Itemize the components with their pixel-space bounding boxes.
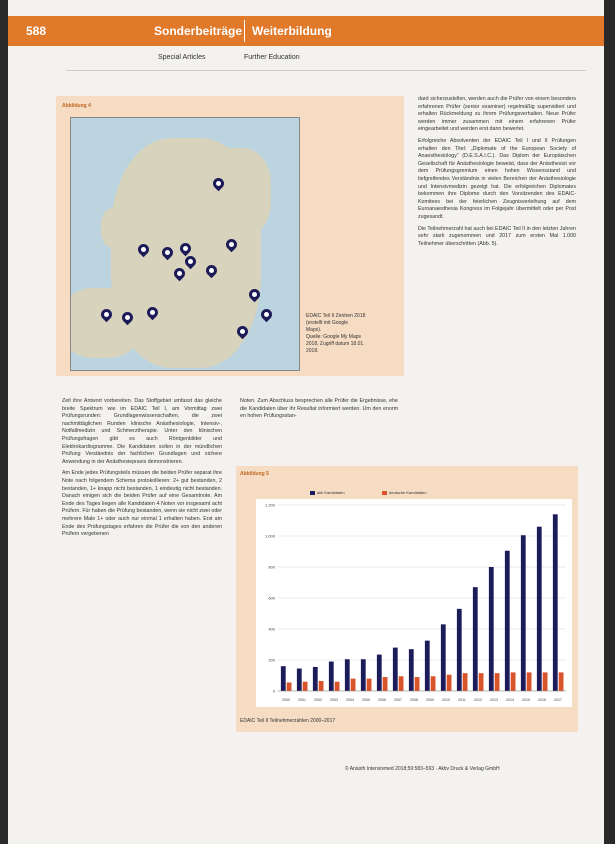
- x-tick-label: 2013: [490, 698, 498, 702]
- paragraph: Erfolgreiche Absolventen der EDAIC Teil I und II Prüfungen erhalten den Titel: „Diplomate of the European Society of Anaesthesiology“ (D.E.S.A.I.C.). Das Diplom der Europäischen Gesellschaft für Anästhesiologie beweist, dass der Anästhesist vor dem Prüfungsgremium einen hohen Wissensstand und tiefgreifendes Verständnis in vielen Bereichen der Anästhesiologie und Intensivmedizin gezeigt hat. Die erfolgreichen Diplomates bekommen ihre Diplome durch den Vorsitzenden des EDAIC-Komitees bei der feierlichen Zeugnisverleihung auf dem Euroanaesthesia Kongress im Folgejahr übermittelt oder per Post zugesandt.: [418, 137, 576, 220]
- paragraph: Am Ende jedes Prüfungsteils müssen die beiden Prüfer separat ihre Note nach folgendem Schema protokollieren: 2+ gut bestanden, 2 bestanden, 1+ knapp nicht bestanden, 1 eindeutig nicht bestanden. Danach einigen sich die beiden Prüfer auf eine Gesamtnote. Am Ende des Tages liegen alle Kandidaten 4 Noten vor insgesamt acht Prüfern. Für haben die Prüfung bestanden, wenn sie nicht zwei oder mehrere Male 1+ oder auch nur einmal 1 erhalten haben. Erst am Ende des Prüfungstages erfahren die Prüfer die von den anderen Prüfern vergebenen: [62, 470, 222, 538]
- page-number: 588: [26, 24, 47, 38]
- bar-all-candidates: [345, 659, 350, 691]
- x-tick-label: 2014: [506, 698, 514, 702]
- caption-line: EDAIC Teil II Zentren 2018: [306, 313, 366, 319]
- legend-label: deutsche Kandidaten: [389, 490, 427, 495]
- legend-item: [382, 490, 427, 495]
- bar-all-candidates: [441, 624, 446, 691]
- bar-german-candidates: [351, 679, 356, 691]
- left-column: [62, 398, 222, 543]
- legend-swatch: [382, 491, 387, 495]
- figure-2-caption: EDAIC Teil II Teilnehmerzahlen 2000–2017: [240, 718, 336, 724]
- bar-german-candidates: [319, 681, 324, 691]
- bar-german-candidates: [399, 676, 404, 691]
- header-rule: [66, 70, 586, 71]
- bar-all-candidates: [537, 527, 542, 691]
- x-tick-label: 2004: [346, 698, 354, 702]
- y-tick-label: 800: [268, 564, 275, 570]
- x-tick-label: 2011: [458, 698, 466, 702]
- legend-label: alle Kandidaten: [317, 490, 345, 495]
- europe-map: [70, 117, 300, 371]
- section-title-de-2: Weiterbildung: [252, 24, 332, 38]
- caption-line: (erstellt mit Google: [306, 320, 348, 326]
- x-tick-label: 2009: [426, 698, 434, 702]
- legend-item: [310, 490, 345, 495]
- middle-column: [240, 398, 398, 425]
- bar-all-candidates: [313, 667, 318, 691]
- paragraph: dard sicherzustellen, werden auch die Prüfer von einem besonders erfahrenen Prüfer (senior examiner) regelmäßig supervidiert und erhalten Rückmeldung zu ihrem Prüfungsverhalten. Neue Prüfer werden immer zusammen mit einem erfahrenen Prüfer eingearbeitet und werden erst dann bewertet.: [418, 96, 576, 133]
- right-column: [418, 96, 576, 252]
- bar-german-candidates: [383, 677, 388, 691]
- bar-german-candidates: [303, 682, 308, 691]
- caption-line: Quelle: Google My Maps: [306, 334, 362, 340]
- bar-german-candidates: [463, 673, 468, 691]
- bar-german-candidates: [431, 676, 436, 691]
- bar-all-candidates: [297, 669, 302, 691]
- x-tick-label: 2006: [378, 698, 386, 702]
- figure-1-label: Abbildung 4: [62, 103, 91, 109]
- bar-all-candidates: [489, 567, 494, 691]
- bar-all-candidates: [553, 514, 558, 691]
- figure-1-caption: [306, 313, 398, 355]
- x-tick-label: 2003: [330, 698, 338, 702]
- x-tick-label: 2000: [282, 698, 290, 702]
- figure-2-label: Abbildung 5: [240, 471, 269, 477]
- bar-all-candidates: [457, 609, 462, 691]
- bar-german-candidates: [527, 672, 532, 691]
- chart-area: [256, 499, 572, 707]
- map-land-iberia: [70, 288, 141, 358]
- y-tick-label: 0: [272, 688, 275, 694]
- x-tick-label: 2001: [298, 698, 306, 702]
- x-tick-label: 2007: [394, 698, 402, 702]
- bar-all-candidates: [361, 659, 366, 691]
- bar-german-candidates: [447, 675, 452, 691]
- bar-all-candidates: [425, 641, 430, 691]
- bar-german-candidates: [559, 672, 564, 691]
- x-tick-label: 2002: [314, 698, 322, 702]
- x-tick-label: 2017: [554, 698, 562, 702]
- bar-german-candidates: [511, 672, 516, 691]
- x-tick-label: 2008: [410, 698, 418, 702]
- bar-german-candidates: [287, 682, 292, 691]
- paragraph: Die Teilnehmerzahl hat auch bei EDAIC Teil II in den letzten Jahren sehr stark zugenommen und 2017 zum ersten Mal 1.000 Teilnehmer überschritten (Abb. 5).: [418, 225, 576, 247]
- map-land-britain: [101, 208, 131, 248]
- y-tick-label: 600: [268, 595, 275, 601]
- section-title-en: Special Articles: [158, 54, 206, 61]
- section-title-de: Sonderbeiträge: [154, 24, 243, 38]
- bar-all-candidates: [521, 535, 526, 691]
- x-tick-label: 2016: [538, 698, 546, 702]
- x-tick-label: 2010: [442, 698, 450, 702]
- bar-german-candidates: [543, 672, 548, 691]
- bar-german-candidates: [335, 682, 340, 691]
- x-tick-label: 2015: [522, 698, 530, 702]
- caption-line: Maps).: [306, 327, 322, 333]
- y-tick-label: 1.200: [264, 502, 275, 508]
- bar-all-candidates: [281, 666, 286, 691]
- y-tick-label: 200: [268, 657, 275, 663]
- section-title-en-2: Further Education: [244, 54, 300, 61]
- bar-german-candidates: [415, 677, 420, 691]
- bar-all-candidates: [329, 662, 334, 691]
- bar-all-candidates: [505, 551, 510, 691]
- bar-german-candidates: [367, 679, 372, 691]
- bar-german-candidates: [495, 673, 500, 691]
- paragraph: Noten. Zum Abschluss besprechen alle Prüfer die Ergebnisse, ehe die Kandidaten über ihr Resultat informiert werden. Um den enorm en hohen Prüfungsstan-: [240, 398, 398, 420]
- caption-line: 2018, Zugriff datum 18.01.: [306, 341, 365, 347]
- map-land-scandinavia: [201, 148, 271, 238]
- map-pin: [259, 307, 275, 323]
- bar-chart: [256, 499, 572, 707]
- paragraph: Zeit ihre Antwort vorbereiten. Das Stoffgebiet umfasst das gleiche breite Spektrum wie im EDAIC Teil I, am Vormittag zwei Prüfungsrunden: Grundlagenwissenschaften, die zwei nachmittäglichen Runden klinische Anästhesiologie, Intensiv-, Notfallmedizin und Schmerztherapie. Unter den klinischen Prüfungsfragen gibt es auch Röntgenbilder und Elektrokardiogramme. Die Kandidaten sollen in der mündlichen Prüfung Verständnis der fachlichen Grundlagen und sichere Anwendung in der Anästhesiepraxis demonstrieren.: [62, 398, 222, 465]
- header-divider: [244, 20, 245, 42]
- bar-all-candidates: [377, 655, 382, 691]
- bar-all-candidates: [393, 648, 398, 691]
- y-tick-label: 1.000: [264, 533, 275, 539]
- bar-german-candidates: [479, 673, 484, 691]
- bar-all-candidates: [409, 649, 414, 691]
- legend-swatch: [310, 491, 315, 495]
- caption-line: 2018.: [306, 348, 319, 354]
- bar-all-candidates: [473, 587, 478, 691]
- x-tick-label: 2005: [362, 698, 370, 702]
- y-tick-label: 400: [268, 626, 275, 632]
- x-tick-label: 2012: [474, 698, 482, 702]
- page-footer: © Anästh Intensivmed 2018;59:583–593 · Aktiv Druck & Verlag GmbH: [345, 766, 500, 772]
